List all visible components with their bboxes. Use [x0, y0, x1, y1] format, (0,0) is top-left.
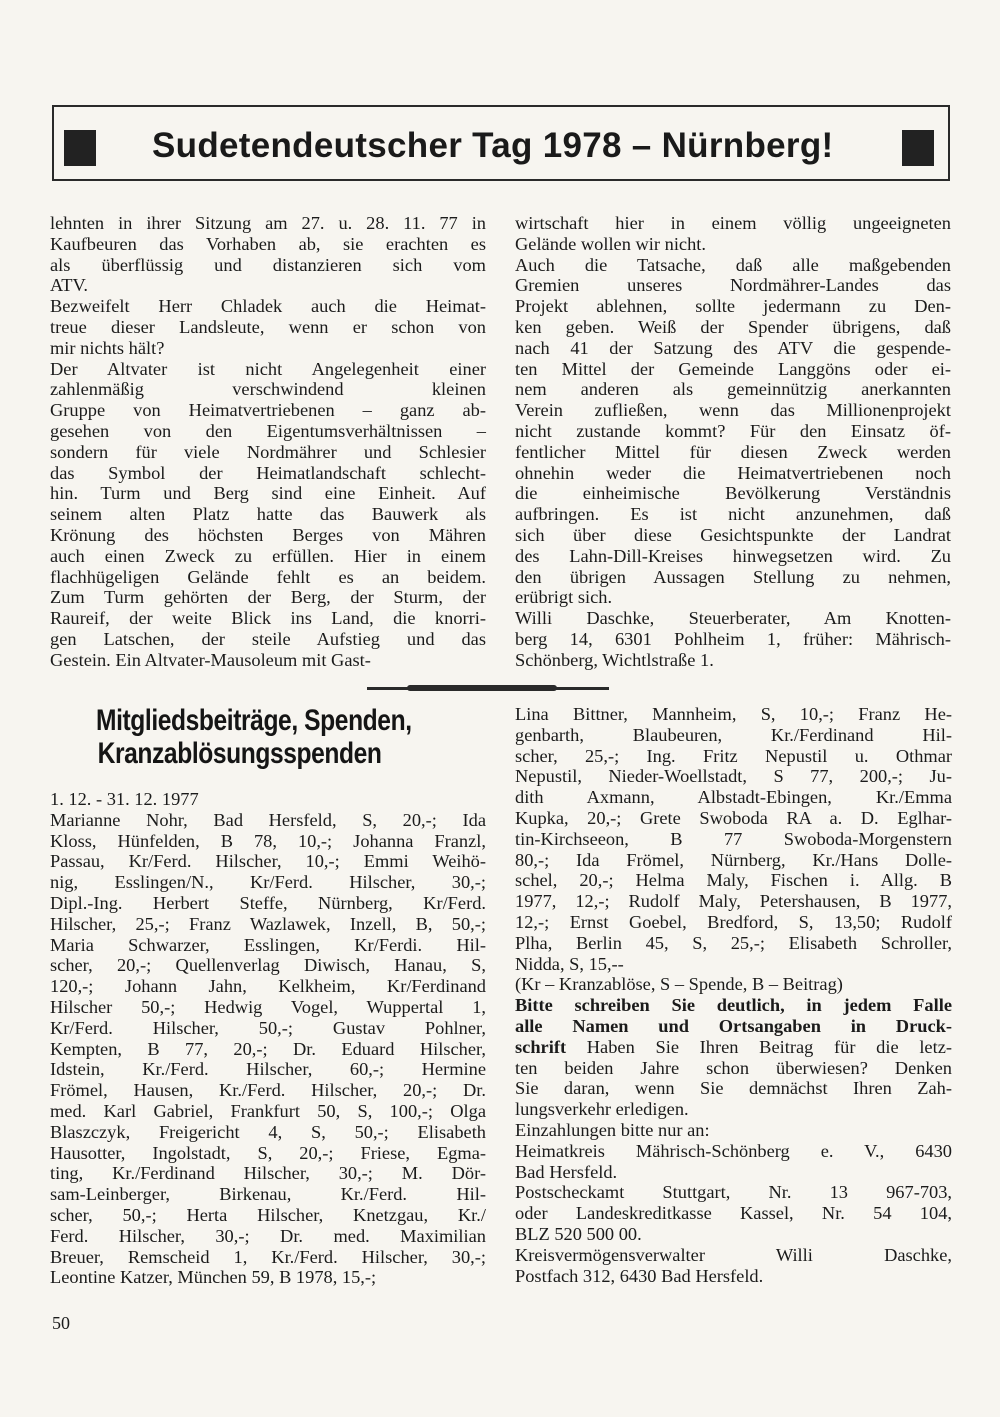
text-line: nem anderen als gemeinnützig anerkannten — [515, 379, 951, 400]
text-line: Marianne Nohr, Bad Hersfeld, S, 20,-; Ida — [50, 809, 486, 830]
text-line: nach 41 der Satzung des ATV die gespende- — [515, 337, 951, 358]
text-line: Kaufbeuren das Vorhaben ab, sie erachten es — [50, 233, 486, 254]
text-line: ken geben. Weiß der Spender übrigens, daß — [515, 316, 951, 337]
black-square-icon — [64, 130, 96, 166]
text-line: 1977, 12,-; Rudolf Maly, Petershausen, B 1977, — [515, 891, 952, 912]
text-line: lungsverkehr erledigen. — [515, 1099, 689, 1120]
text-line: scher, 20,-; Quellenverlag Diwisch, Hanau, S, — [50, 955, 486, 976]
donations-list-left — [50, 810, 486, 1288]
text-line: Nepustil, Nieder-Woellstadt, S 77, 200,-; Ju- — [515, 766, 952, 787]
text-line: seinem alten Platz hatte das Bauwerk als — [50, 504, 486, 525]
banner-title: Sudetendeutscher Tag 1978 – Nürnberg! — [152, 126, 834, 165]
article-column-right — [515, 213, 951, 671]
text-line: Postfach 312, 6430 Bad Hersfeld. — [515, 1265, 764, 1286]
text-line: sich über diese Gesichtspunkte der Landrat — [515, 524, 951, 545]
text-line: Hilscher, 25,-; Franz Wazlawek, Inzell, B, 50,-; — [50, 913, 486, 934]
text-line: sam-Leinberger, Birkenau, Kr./Ferd. Hil- — [50, 1184, 486, 1205]
text-line: oder Landeskreditkasse Kassel, Nr. 54 104, — [515, 1203, 952, 1224]
text-line: Schönberg, Wichtlstraße 1. — [515, 649, 714, 670]
text-line: ten Mittel der Gemeinde Langgöns oder ei- — [515, 358, 951, 379]
text-line: als überflüssig und distanzieren sich vom — [50, 254, 486, 275]
text-line: tin-Kirchseeon, B 77 Swoboda-Morgenstern — [515, 828, 952, 849]
text-line: Dipl.-Ing. Herbert Steffe, Nürnberg, Kr/Ferd. — [50, 892, 486, 913]
text-line: Kempten, B 77, 20,-; Dr. Eduard Hilscher, — [50, 1038, 486, 1059]
notice-line: alle Namen und Ortsangaben in Druck- — [515, 1015, 952, 1036]
text-line: 120,-; Johann Jahn, Kelkheim, Kr/Ferdinand — [50, 976, 486, 997]
donations-column-right — [515, 704, 952, 1286]
text-line: gen Latschen, der steile Aufstieg und das — [50, 628, 486, 649]
donations-list-right — [515, 704, 952, 995]
text-line: Nidda, S, 15,-- — [515, 953, 624, 974]
text-line: Ferd. Hilscher, 30,-; Dr. med. Maximilian — [50, 1225, 486, 1246]
text-line: Projekt ablehnen, sollte jedermann zu Den- — [515, 296, 951, 317]
notice-text: Haben Sie Ihren Beitrag für die letz- — [566, 1036, 952, 1057]
text-line: die einheimische Bevölkerung Verständnis — [515, 483, 951, 504]
event-banner — [52, 105, 950, 181]
text-line: des Lahn-Dill-Kreises hinwegsetzen wird. Zu — [515, 545, 951, 566]
text-line: zahlenmäßig verschwindend kleinen — [50, 379, 486, 400]
notice-line — [515, 1037, 952, 1058]
text-line: (Kr – Kranzablöse, S – Spende, B – Beitrag) — [515, 974, 843, 995]
section-heading-line-1: Mitgliedsbeiträge, Spenden, — [96, 704, 412, 737]
text-line: schel, 20,-; Helma Maly, Fischen i. Allg. B — [515, 870, 952, 891]
text-line: Der Altvater ist nicht Angelegenheit einer — [50, 358, 486, 379]
text-line: Plha, Berlin 45, S, 25,-; Elisabeth Schroller, — [515, 932, 952, 953]
text-line: Kupka, 20,-; Grete Swoboda RA a. D. Eglhar- — [515, 807, 952, 828]
text-line: flachhügeligen Gelände fehlt es an beidem. — [50, 566, 486, 587]
text-line: genbarth, Blaubeuren, Kr./Ferdinand Hil- — [515, 724, 952, 745]
date-range: 1. 12. - 31. 12. 1977 — [50, 789, 199, 809]
text-line: Breuer, Remscheid 1, Kr./Ferd. Hilscher, 30,-; — [50, 1246, 486, 1267]
text-line: lehnten in ihrer Sitzung am 27. u. 28. 11. 77 in — [50, 213, 486, 233]
text-line: Bezweifelt Herr Chladek auch die Heimat- — [50, 296, 486, 317]
text-line: dith Axmann, Albstadt-Ebingen, Kr./Emma — [515, 787, 952, 808]
text-line: Maria Schwarzer, Esslingen, Kr/Ferdi. Hil- — [50, 934, 486, 955]
text-line: sondern für viele Nordmährer und Schlesier — [50, 441, 486, 462]
article-column-left — [50, 213, 486, 671]
text-line: ting, Kr./Ferdinand Hilscher, 30,-; M. Dör- — [50, 1163, 486, 1184]
text-line: gesehen von den Eigentumsverhältnissen – — [50, 420, 486, 441]
text-line: Gremien unseres Nordmährer-Landes das — [515, 275, 951, 296]
text-line: nig, Esslingen/N., Kr/Ferd. Hilscher, 30,-; — [50, 872, 486, 893]
notice-block — [515, 995, 952, 1057]
text-line: Heimatkreis Mährisch-Schönberg e. V., 6430 — [515, 1140, 952, 1161]
text-line: ten beiden Jahre schon überwiesen? Denken — [515, 1057, 952, 1078]
text-line: med. Karl Gabriel, Frankfurt 50, S, 100,-; Olga — [50, 1100, 486, 1121]
section-heading-line-2: Kranzablösungsspenden — [97, 737, 382, 770]
text-line: BLZ 520 500 00. — [515, 1223, 642, 1244]
text-line: hin. Turm und Berg sind eine Einheit. Auf — [50, 483, 486, 504]
text-line: scher, 25,-; Ing. Fritz Nepustil u. Othmar — [515, 745, 952, 766]
text-line: Gestein. Ein Altvater-Mausoleum mit Gast- — [50, 649, 371, 670]
text-line: Bad Hersfeld. — [515, 1161, 618, 1182]
text-line: berg 14, 6301 Pohlheim 1, früher: Mährisch- — [515, 628, 951, 649]
text-line: auch einen Zweck zu erfüllen. Hier in einem — [50, 545, 486, 566]
text-line: Leontine Katzer, München 59, B 1978, 15,-; — [50, 1267, 377, 1288]
text-line: Gruppe von Heimatvertriebenen – ganz ab- — [50, 400, 486, 421]
notice-line: Bitte schreiben Sie deutlich, in jedem Falle — [515, 995, 952, 1016]
text-line: scher, 50,-; Herta Hilscher, Knetzgau, Kr./ — [50, 1204, 486, 1225]
payment-info — [515, 1058, 952, 1287]
text-line: Postscheckamt Stuttgart, Nr. 13 967-703, — [515, 1182, 952, 1203]
notice-bold-word: schrift — [515, 1036, 567, 1057]
text-line: Kr/Ferd. Hilscher, 50,-; Gustav Pohlner, — [50, 1017, 486, 1038]
text-line: Blaszczyk, Freigericht 4, S, 50,-; Elisabeth — [50, 1121, 486, 1142]
text-line: wirtschaft hier in einem völlig ungeeigneten — [515, 213, 951, 233]
text-line: erübrigt sich. — [515, 587, 613, 608]
text-line: Verein zufließen, wenn das Millionenprojekt — [515, 400, 951, 421]
text-line: Sie daran, wenn Sie demnächst Ihren Zah- — [515, 1078, 952, 1099]
text-line: Kloss, Hünfelden, B 78, 10,-; Johanna Franzl, — [50, 830, 486, 851]
section-divider — [367, 687, 609, 690]
text-line: aufbringen. Es ist nicht anzunehmen, daß — [515, 504, 951, 525]
text-line: den übrigen Aussagen Stellung zu nehmen, — [515, 566, 951, 587]
text-line: Frömel, Hausen, Kr./Ferd. Hilscher, 20,-; Dr. — [50, 1080, 486, 1101]
section-heading — [96, 704, 412, 770]
text-line: Passau, Kr/Ferd. Hilscher, 10,-; Emmi Weihö- — [50, 851, 486, 872]
text-line: 80,-; Ida Frömel, Nürnberg, Kr./Hans Dolle- — [515, 849, 952, 870]
text-line: das Symbol der Heimatlandschaft schlecht- — [50, 462, 486, 483]
text-line: 12,-; Ernst Goebel, Bredford, S, 13,50; Rudolf — [515, 911, 952, 932]
text-line: treue dieser Landsleute, wenn er schon von — [50, 316, 486, 337]
text-line: Gelände wollen wir nicht. — [515, 233, 707, 254]
black-square-icon — [902, 130, 934, 166]
text-line: Willi Daschke, Steuerberater, Am Knotten- — [515, 608, 951, 629]
text-line: Krönung des höchsten Berges von Mähren — [50, 524, 486, 545]
text-line: ohnehin weder die Heimatvertriebenen noch — [515, 462, 951, 483]
text-line: Hausotter, Ingolstadt, S, 20,-; Friese, Egma- — [50, 1142, 486, 1163]
text-line: Hilscher 50,-; Hedwig Vogel, Wuppertal 1, — [50, 996, 486, 1017]
text-line: Idstein, Kr./Ferd. Hilscher, 60,-; Hermine — [50, 1059, 486, 1080]
text-line: Einzahlungen bitte nur an: — [515, 1119, 710, 1140]
text-line: mir nichts hält? — [50, 337, 165, 358]
text-line: ATV. — [50, 275, 88, 296]
text-line: Auch die Tatsache, daß alle maßgebenden — [515, 254, 951, 275]
text-line: Raureif, der weite Blick ins Land, die knorri- — [50, 608, 486, 629]
text-line: Lina Bittner, Mannheim, S, 10,-; Franz He- — [515, 704, 952, 724]
text-line: Kreisvermögensverwalter Willi Daschke, — [515, 1244, 952, 1265]
text-line: fentlicher Mittel für diesen Zweck werden — [515, 441, 951, 462]
text-line: Zum Turm gehörten der Berg, der Sturm, der — [50, 587, 486, 608]
donations-column-left — [50, 789, 486, 1288]
page-number: 50 — [52, 1313, 70, 1333]
text-line: nicht zustande kommt? Für den Einsatz öf- — [515, 420, 951, 441]
